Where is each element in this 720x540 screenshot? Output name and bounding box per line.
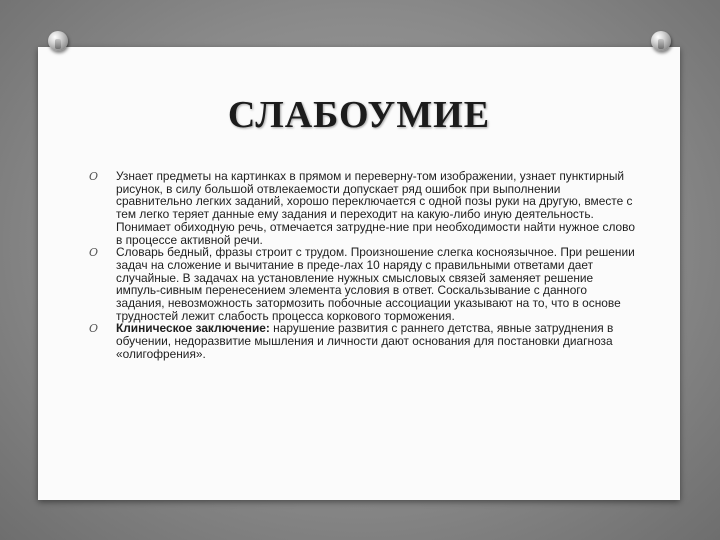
bullet-item: [89, 245, 638, 323]
o-bullet-icon: O: [89, 170, 99, 183]
pushpin-icon: [48, 31, 68, 51]
slide-card: [38, 47, 680, 500]
bullet-text: Словарь бедный, фразы строит с трудом. Произношение слегка косноязычное. При решении задач на сложение и вычитание в преде-лах 10 наряду с правильными ответами дает случайные. В задачах на установление нужных смысловых связей заменяет решение импуль-сивным перенесением элемента условия в ответ. Соскальзывание с данного задания, невозможность затормозить побочные ассоциации указывают на то, что в основе трудностей лежит слабость процесса коркового торможения.: [116, 245, 635, 323]
slide-title: СЛАБОУМИЕ: [227, 94, 491, 136]
bullet-item: [89, 321, 638, 361]
bullet-text: нарушение развития с раннего детства, явные затруднения в обучении, недоразвитие мышления и личности дают основания для постановки диагноза «олигофрения».: [116, 321, 614, 361]
o-bullet-icon: O: [89, 322, 99, 336]
pushpin-icon: [651, 31, 671, 51]
bullet-text: Узнает предметы на картинках в прямом и переверну-том изображении, узнает пунктирный рисунок, в силу большой отвлекаемости допускает ряд ошибок при выполнении сравнительно легких заданий, хорошо переключается с одной позы руки на другую, вместе с тем легко теряет данные ему задания и переходит на какую-либо иную деятельность. Понимает обиходную речь, отмечается затрудне-ние при необходимости найти нужное слово в процессе активной речи.: [116, 169, 635, 247]
bullet-item: [89, 169, 638, 247]
o-bullet-icon: O: [89, 246, 99, 260]
bullet-list: [89, 169, 638, 361]
bullet-lead: Клиническое заключение:: [116, 321, 270, 336]
